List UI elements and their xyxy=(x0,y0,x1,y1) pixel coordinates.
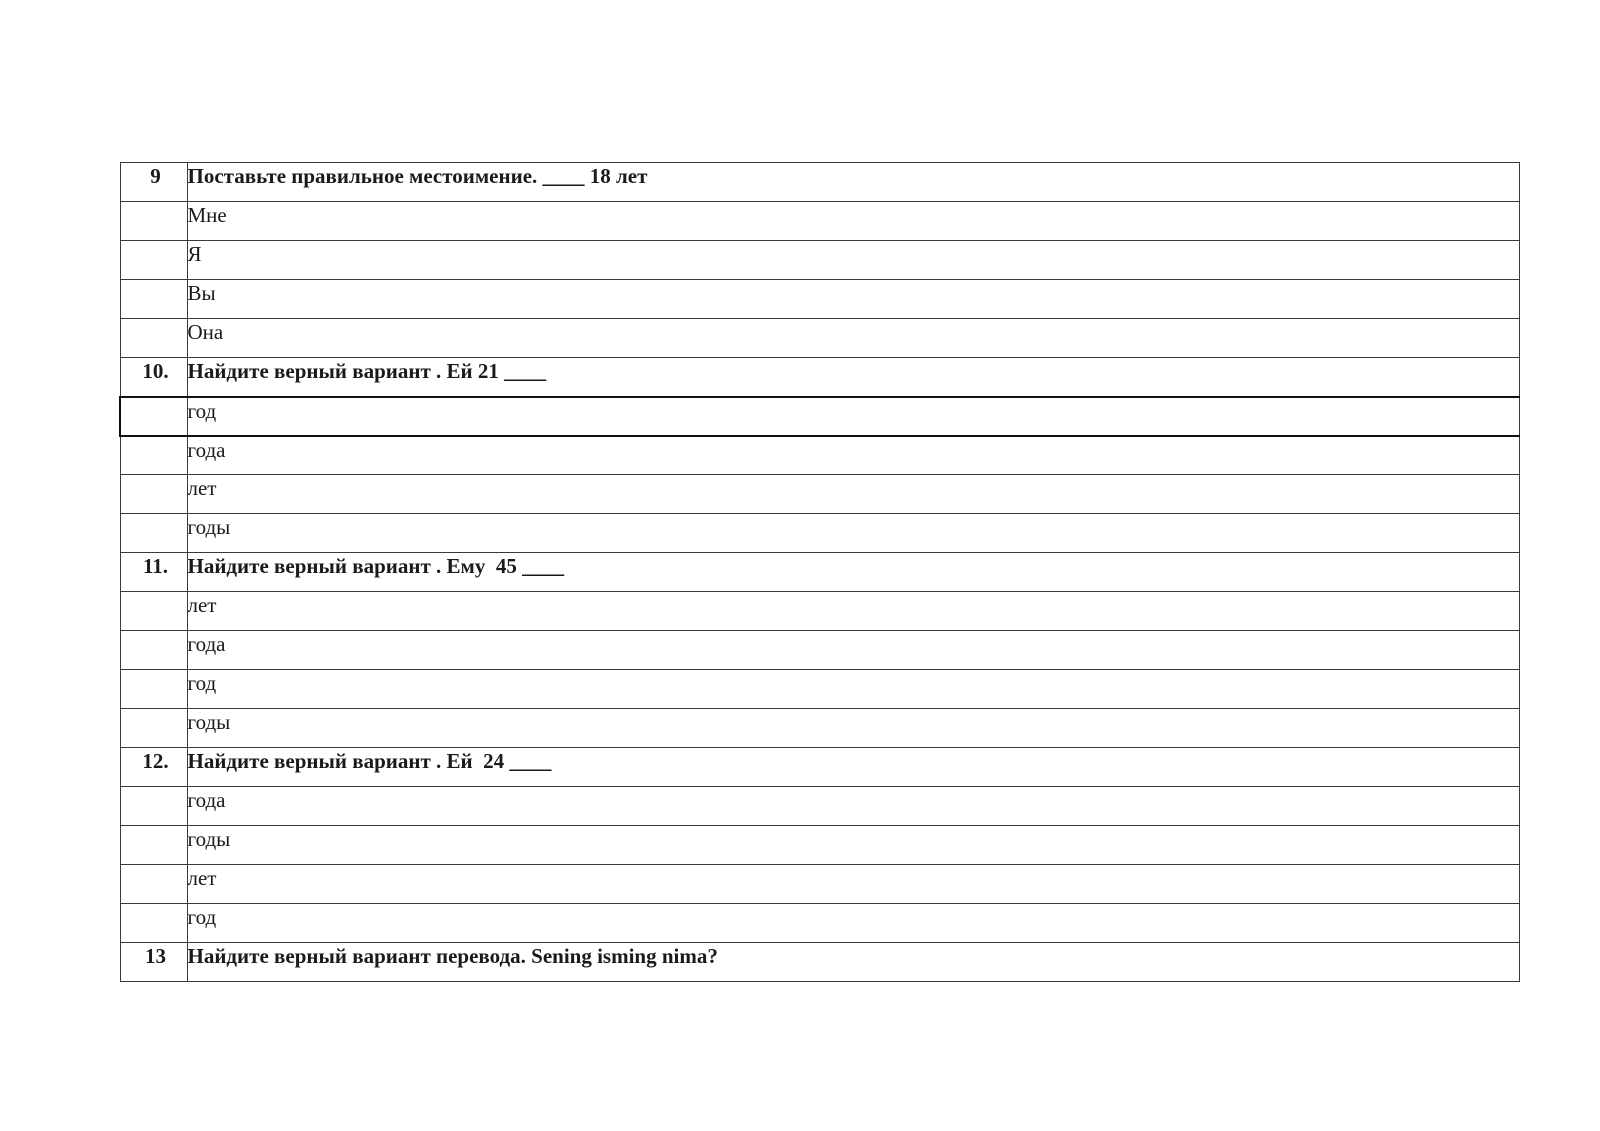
quiz-table-body xyxy=(120,163,1519,982)
option-number-cell xyxy=(120,904,187,943)
option-number-cell xyxy=(120,397,187,436)
question-prompt: Найдите верный вариант . Ему 45 ____ xyxy=(187,553,1519,592)
answer-option[interactable]: лет xyxy=(187,592,1519,631)
option-number-cell xyxy=(120,475,187,514)
answer-option-row[interactable] xyxy=(120,514,1519,553)
quiz-table xyxy=(119,162,1520,982)
answer-option[interactable]: год xyxy=(187,397,1519,436)
option-number-cell xyxy=(120,787,187,826)
option-number-cell xyxy=(120,631,187,670)
answer-option-row[interactable] xyxy=(120,670,1519,709)
question-row-10 xyxy=(120,358,1519,397)
question-row-13 xyxy=(120,943,1519,982)
answer-option[interactable]: года xyxy=(187,631,1519,670)
answer-option[interactable]: годы xyxy=(187,514,1519,553)
answer-option[interactable]: лет xyxy=(187,865,1519,904)
question-row-11 xyxy=(120,553,1519,592)
answer-option[interactable]: года xyxy=(187,436,1519,475)
answer-option-row[interactable] xyxy=(120,709,1519,748)
question-prompt: Найдите верный вариант . Ей 24 ____ xyxy=(187,748,1519,787)
answer-option-row[interactable] xyxy=(120,436,1519,475)
question-prompt: Найдите верный вариант перевода. Sening isming nima? xyxy=(187,943,1519,982)
answer-option-row[interactable] xyxy=(120,592,1519,631)
option-number-cell xyxy=(120,865,187,904)
answer-option-row[interactable] xyxy=(120,319,1519,358)
option-number-cell xyxy=(120,319,187,358)
option-number-cell xyxy=(120,241,187,280)
option-number-cell xyxy=(120,202,187,241)
answer-option[interactable]: год xyxy=(187,670,1519,709)
answer-option[interactable]: год xyxy=(187,904,1519,943)
answer-option[interactable]: Она xyxy=(187,319,1519,358)
question-number: 13 xyxy=(120,943,187,982)
answer-option[interactable]: годы xyxy=(187,709,1519,748)
answer-option-row[interactable] xyxy=(120,787,1519,826)
option-number-cell xyxy=(120,709,187,748)
answer-option[interactable]: Мне xyxy=(187,202,1519,241)
answer-option-row[interactable] xyxy=(120,904,1519,943)
answer-option[interactable]: Я xyxy=(187,241,1519,280)
answer-option-row[interactable] xyxy=(120,280,1519,319)
question-number: 10. xyxy=(120,358,187,397)
answer-option-row[interactable] xyxy=(120,475,1519,514)
question-number: 9 xyxy=(120,163,187,202)
answer-option[interactable]: годы xyxy=(187,826,1519,865)
option-number-cell xyxy=(120,280,187,319)
question-number: 12. xyxy=(120,748,187,787)
option-number-cell xyxy=(120,826,187,865)
option-number-cell xyxy=(120,670,187,709)
answer-option-row[interactable] xyxy=(120,241,1519,280)
question-prompt: Найдите верный вариант . Ей 21 ____ xyxy=(187,358,1519,397)
question-row-9 xyxy=(120,163,1519,202)
answer-option[interactable]: Вы xyxy=(187,280,1519,319)
question-row-12 xyxy=(120,748,1519,787)
option-number-cell xyxy=(120,514,187,553)
answer-option-row[interactable] xyxy=(120,631,1519,670)
answer-option-row[interactable] xyxy=(120,826,1519,865)
answer-option-row[interactable] xyxy=(120,865,1519,904)
option-number-cell xyxy=(120,436,187,475)
question-prompt: Поставьте правильное местоимение. ____ 18 лет xyxy=(187,163,1519,202)
question-number: 11. xyxy=(120,553,187,592)
option-number-cell xyxy=(120,592,187,631)
answer-option[interactable]: лет xyxy=(187,475,1519,514)
answer-option-row-selected[interactable] xyxy=(120,397,1519,436)
answer-option-row[interactable] xyxy=(120,202,1519,241)
answer-option[interactable]: года xyxy=(187,787,1519,826)
